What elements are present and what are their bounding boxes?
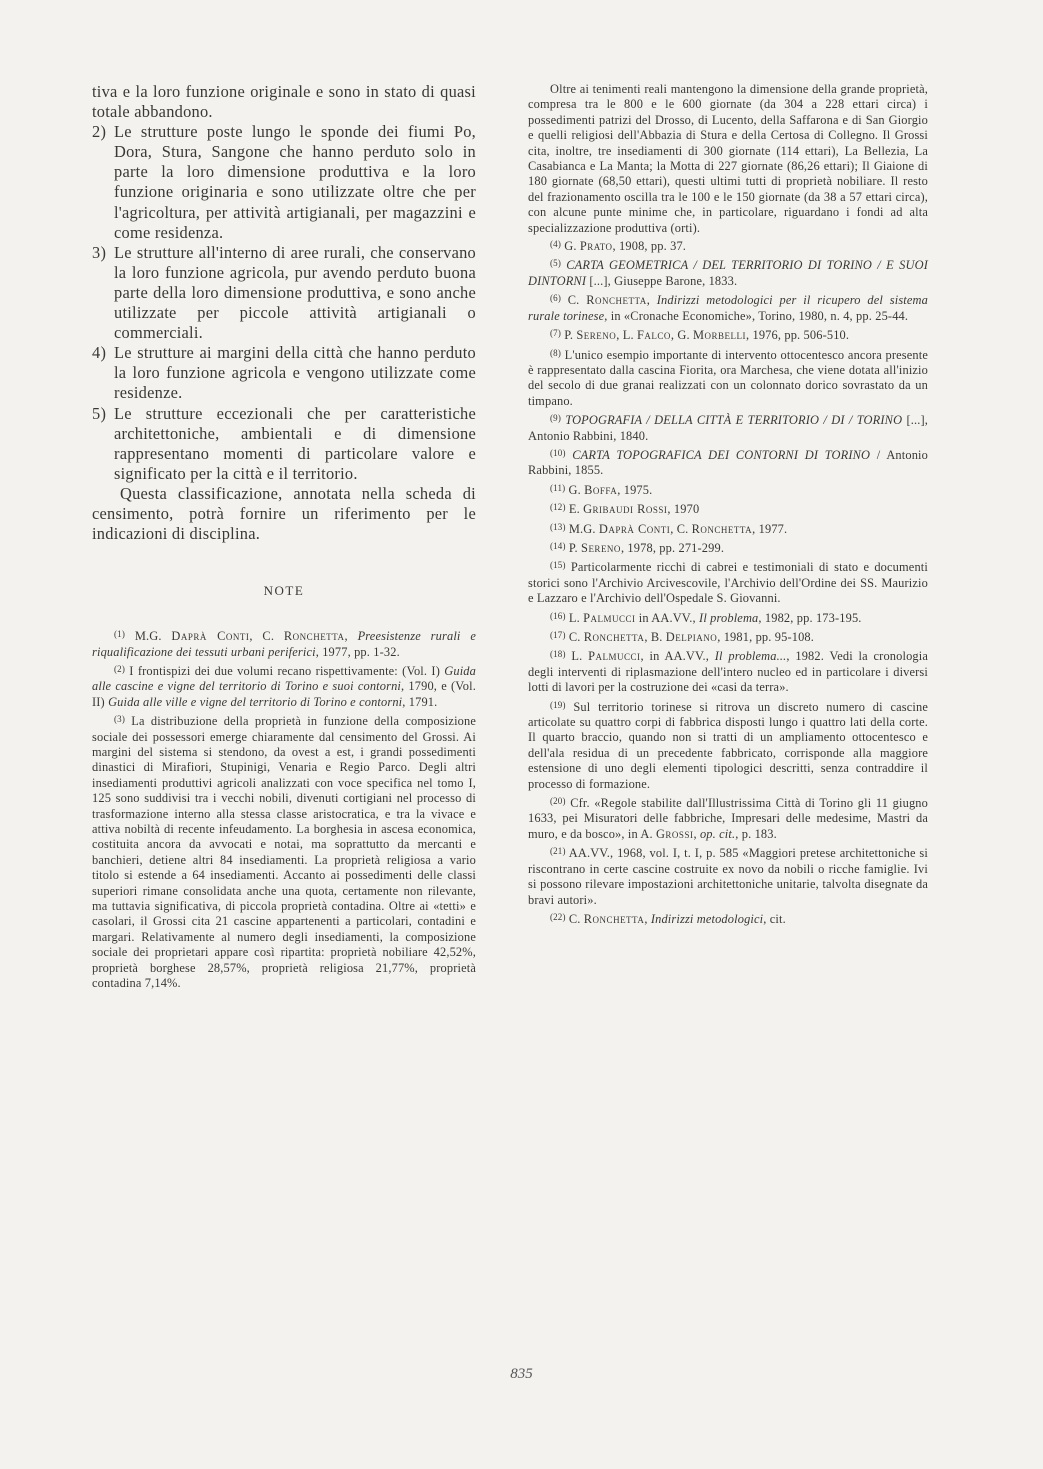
note-continuation: Oltre ai tenimenti reali mantengono la dimensione della grande proprietà, compresa tra le 800 e le 600 giornate (da 304 a 228 ettari circa) i possedimenti patrizi del Drosso, di Lucento, della Saffarona e di San Giorgio e quelli religiosi dell'Abbazia di Stura e della Certosa di Collegno. Il Grossi cita, inoltre, tre insediamenti di 300 giornate (114 ettari), La Bellezia, La Casabianca e La Manta; la Motta di 227 giornate (86,26 ettari); Il Giaione di 180 giornate (68,50 ettari), questi ultimi tutti di proprietà nobiliare. Il resto del frazionamento oscilla tra le 100 e le 150 giornate (da 38 a 57 ettari circa), con alcune punte minime che, in particolare, riguardano i fondi ad alta specializzazione produttiva (orti). bbox=[528, 82, 928, 235]
footnote: $^{(10)}$ CARTA TOPOGRAFICA DEI CONTORNI DI TORINO / Antonio Rabbini, 1855. bbox=[528, 447, 928, 478]
footnote: $^{(1)}$ M.G. Daprà Conti, C. Ronchetta, Preesistenze rurali e riqualificazione dei tessuti urbani periferici, 1977, pp. 1-32. bbox=[92, 629, 476, 659]
footnote: $^{(16)}$ L. Palmucci in AA.VV., Il problema, 1982, pp. 173-195. bbox=[550, 610, 862, 625]
footnote: $^{(2)}$ I frontispizi dei due volumi recano rispettivamente: (Vol. I) Guida alle cascine e vigne del territorio di Torino e suoi contorni, 1790, e (Vol. II) Guida alle ville e vigne del territorio di Torino e contorni, 1791. bbox=[92, 663, 476, 709]
list-number: 5) bbox=[92, 403, 107, 423]
notes-title: NOTE bbox=[263, 583, 305, 599]
footnote: $^{(9)}$ TOPOGRAFIA / DELLA CITTÀ E TERRITORIO / DI / TORINO [...], Antonio Rabbini, 1840. bbox=[528, 413, 928, 443]
list-number: 2) bbox=[92, 122, 107, 142]
left-column bbox=[92, 82, 476, 994]
footnote: $^{(3)}$ La distribuzione della proprietà in funzione della composizione sociale dei possessori emerge chiaramente dal censimento del Grossi. Ai margini del sistema si stendono, da ovest a est, i grandi possedimenti dinastici di Mirafiori, Stupinigi, Venaria e Regio Parco. Degli altri insediamenti produttivi agricoli analizzati con voce specifica nel tomo I, 125 sono suddivisi tra i vecchi nobili, divenuti cortigiani nel processo di trasformazione interno alla stessa classe aristocratica, e tra la vivace e attiva nobiltà di recente infeudamento. La borghesia in ascesa economica, costituita ancora da avvocati e notai, ma soprattutto da mercanti e banchieri, detiene altri 84 insediamenti. La proprietà religiosa a vario titolo si estende a 64 insediamenti. Accanto ai possedimenti delle classi superiori rimane consolidata anche una quota, certamente non rilevante, ma tuttavia significativa, di piccola proprietà contadina. Oltre ai «tetti» e casolari, il Grossi cita 21 cascine appartenenti a particolari, contadini e margari. Relativamente al numero degli insediamenti, la composizione sociale dei proprietari appare così ripartita: proprietà nobiliare 42,52%, proprietà borghese 28,57%, proprietà religiosa 21,77%, proprietà contadina 7,14%. bbox=[92, 714, 476, 991]
footnote: $^{(5)}$ CARTA GEOMETRICA / DEL TERRITORIO DI TORINO / E SUOI DINTORNI [...], Giuseppe Barone, 1833. bbox=[528, 258, 928, 288]
right-column bbox=[528, 82, 928, 929]
footnote: $^{(17)}$ C. Ronchetta, B. Delpiano, 1981, pp. 95-108. bbox=[550, 630, 815, 644]
footnote: $^{(20)}$ Cfr. «Regole stabilite dall'Illustrissima Città di Torino gli 11 giugno 1633, pei Misuratori delle fabbriche, Impresari delle medesime, Mastri da muro, e da bosco», in A. Grossi, op. cit., p. 183. bbox=[528, 796, 928, 841]
list-item bbox=[92, 343, 476, 403]
classification-list bbox=[92, 122, 476, 484]
list-number: 3) bbox=[92, 242, 107, 262]
footnote: $^{(22)}$ C. Ronchetta, Indirizzi metodologici, cit. bbox=[550, 911, 786, 926]
closing-paragraph: Questa classificazione, annotata nella scheda di censimento, potrà fornire un riferimento per le indicazioni di disciplina. bbox=[92, 483, 476, 544]
footnote: $^{(4)}$ G. Prato, 1908, pp. 37. bbox=[550, 239, 687, 254]
list-item bbox=[92, 243, 476, 343]
intro-fragment: tiva e la loro funzione originale e sono in stato di quasi totale abbandono. bbox=[92, 82, 476, 122]
list-number: 4) bbox=[92, 343, 107, 363]
list-text: Le strutture eccezionali che per caratteristiche architettoniche, ambientali e di dimensione rappresentano momenti di particolare valore e significato per la città e il territorio. bbox=[114, 403, 476, 483]
footnote: $^{(12)}$ E. Gribaudi Rossi, 1970 bbox=[550, 502, 700, 517]
list-item bbox=[92, 122, 476, 243]
footnote: $^{(11)}$ G. Boffa, 1975. bbox=[550, 482, 653, 497]
footnote: $^{(14)}$ P. Sereno, 1978, pp. 271-299. bbox=[550, 540, 725, 555]
footnote: $^{(15)}$ Particolarmente ricchi di cabrei e testimoniali di stato e documenti storici sono l'Archivio Arcivescovile, l'Archivio dell'Ordine dei SS. Maurizio e Lazzaro e l'Archivio dell'Ospedale S. Giovanni. bbox=[528, 560, 928, 606]
list-text: Le strutture all'interno di aree rurali, che conservano la loro funzione agricola, pur avendo perduto buona parte della loro dimensione produttiva, e sono anche utilizzate per piccole attività artigianali o commerciali. bbox=[114, 242, 476, 343]
list-item bbox=[92, 404, 476, 484]
list-text: Le strutture poste lungo le sponde dei fiumi Po, Dora, Stura, Sangone che hanno perduto solo in parte la loro dimensione produttiva e la loro funzione originaria e sono utilizzate oltre che per l'agricoltura, per attività artigianali, per magazzini e come residenza. bbox=[114, 122, 476, 242]
footnote: $^{(21)}$ AA.VV., 1968, vol. I, t. I, p. 585 «Maggiori pretese architettoniche si riscontrano in certe cascine costruite ex novo da nobili o ricche famiglie. Ivi si possono rilevare impostazioni architettoniche unitarie, talvolta disegnate da bravi autori». bbox=[528, 846, 928, 907]
list-text: Le strutture ai margini della città che hanno perduto la loro funzione agricola e vengono utilizzate come residenze. bbox=[114, 343, 476, 403]
footnote: $^{(6)}$ C. Ronchetta, Indirizzi metodologici per il ricupero del sistema rurale torinese, in «Cronache Economiche», Torino, 1980, n. 4, pp. 25-44. bbox=[528, 293, 928, 323]
page-number: 835 bbox=[510, 1366, 533, 1382]
footnote: $^{(19)}$ Sul territorio torinese si ritrova un discreto numero di cascine articolate su quattro corpi di fabbrica disposti lungo i quattro lati della corte. Il quarto braccio, quando non si tratti di un ampliamento ottocentesco e dell'ala residua di un precedente fabbricato, corrisponde alla maggiore estensione di uno degli elementi tipologici descritti, senza contraddire il processo di formazione. bbox=[528, 699, 928, 791]
footnote: $^{(18)}$ L. Palmucci, in AA.VV., Il problema..., 1982. Vedi la cronologia degli interventi di riplasmazione dell'intero nucleo ed in particolare i diversi lotti di lavori per la costruzione dei «casi da terra». bbox=[528, 649, 929, 695]
footnote: $^{(13)}$ M.G. Daprà Conti, C. Ronchetta, 1977. bbox=[550, 521, 788, 536]
footnote: $^{(8)}$ L'unico esempio importante di intervento ottocentesco ancora presente è rappresentato dalla cascina Fiorita, ora Marchesa, che viene dotata all'inizio del secolo di due granai realizzati con un colonnato dorico sovrastato da un timpano. bbox=[528, 347, 928, 408]
footnote: $^{(7)}$ P. Sereno, L. Falco, G. Morbelli, 1976, pp. 506-510. bbox=[550, 328, 850, 343]
